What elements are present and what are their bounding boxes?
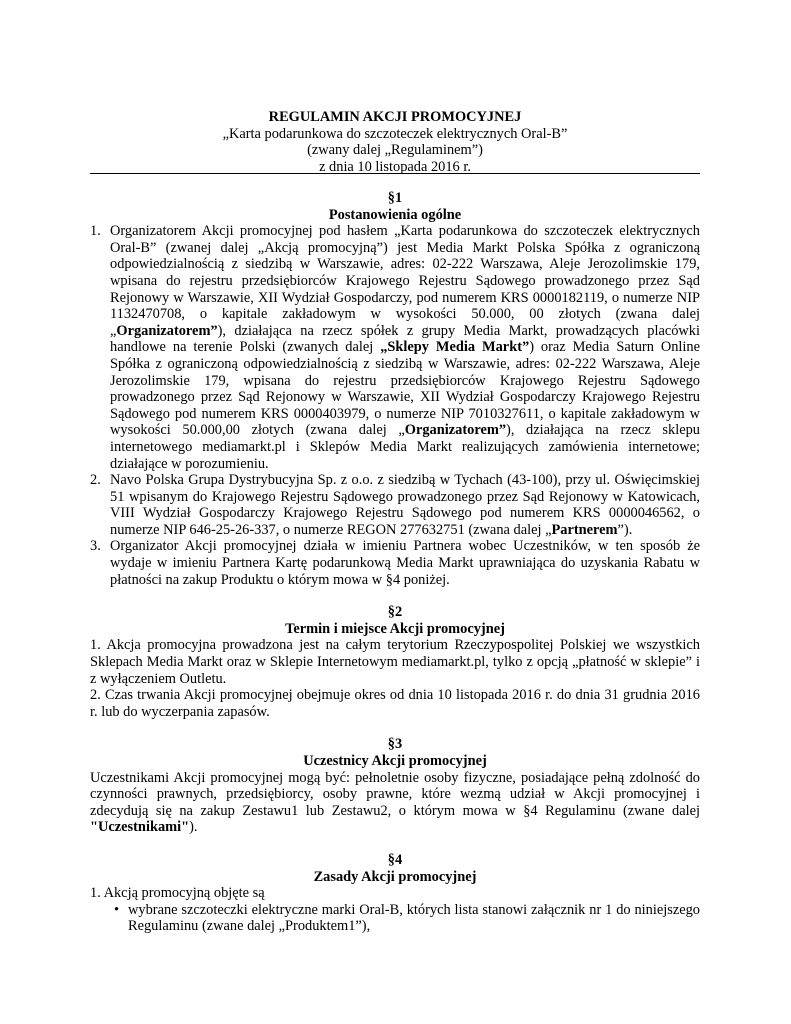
bullet-list <box>90 902 700 935</box>
section-1-list <box>90 223 700 588</box>
list-item-number: 2. <box>90 472 101 489</box>
list-item-text: ), działająca na rzecz spółek z grupy Media Markt, prowadzących placówki handlowe na terenie Polski (zwanych dalej <box>110 322 700 356</box>
paragraph-text: Uczestnikami Akcji promocyjnej mogą być: pełnoletnie osoby fizyczne, posiadające pełną zdolność do czynności prawnych, przedsiębiorcy, osoby prawne, które wezmą udział w Akcji promocyjnej i zdecydują się na zakup Zestawu1 lub Zestawu2, o którym mowa w §4 Regulaminu (zwane dalej <box>90 769 700 819</box>
list-item-text: ”). <box>617 521 633 538</box>
header-divider <box>90 173 700 174</box>
organizer-term: Organizatorem” <box>404 422 507 439</box>
list-item <box>90 223 700 472</box>
document-date: z dnia 10 listopada 2016 r. <box>319 158 471 175</box>
document-alias: (zwany dalej „Regulaminem”) <box>307 142 483 159</box>
organizer-term: Organizatorem” <box>116 322 218 339</box>
document-header <box>90 109 700 175</box>
document-body <box>90 190 700 935</box>
section-2-title: Termin i miejsce Akcji promocyjnej <box>285 620 505 637</box>
paragraph: 1. Akcją promocyjną objęte są <box>90 885 265 902</box>
list-item <box>90 902 700 935</box>
list-item-number: 3. <box>90 538 101 555</box>
list-item-number: 1. <box>90 223 101 240</box>
bullet-icon: • <box>114 901 120 918</box>
section-4-number: §4 <box>387 851 403 868</box>
paragraph-text: ). <box>189 819 198 836</box>
partner-term: Partnerem <box>551 521 618 538</box>
list-item-text: Organizator Akcji promocyjnej działa w imieniu Partnera wobec Uczestników, w ten sposób że wydaje w imieniu Partnera Kartę podarunkową Media Markt uprawniająca do uzyskania Rabatu w płatności na zakup Produktu o którym mowa w §4 poniżej. <box>110 538 700 588</box>
list-item <box>90 472 700 538</box>
stores-term: „Sklepy Media Markt” <box>380 339 530 356</box>
section-1-number: §1 <box>387 190 403 206</box>
list-item-text: Navo Polska Grupa Dystrybucyjna Sp. z o.o. z siedzibą w Tychach (43-100), przy ul. Oświęcimskiej 51 wpisanym do Krajowego Rejestru Sądowego prowadzonego przez Sąd Rejonowy w Katowicach, VIII Wydział Gospodarczy Krajowego Rejestru Sądowego pod numerem KRS 0000046562, o numerze NIP 646-25-26-337, o numerze REGON 277632751 (zwana dalej „ <box>110 472 700 538</box>
list-item-text: ) oraz Media Saturn Online Spółka z ograniczoną odpowiedzialnością z siedzibą w Warszawie, adres: 02-222 Warszawa, Aleje Jerozolimskie 179, wpisana do rejestru przedsiębiorców Krajowego Rejestru Sądowego prowadzonego przez Sąd Rejonowy w Warszawie, XII Wydział Gospodarczy Krajowego Rejestru Sądowego pod numerem KRS 0000403979, o numerze NIP 7010327611, o kapitale zakładowym w wysokości 50.000,00 złotych (zwana dalej „ <box>110 339 700 439</box>
document-title: REGULAMIN AKCJI PROMOCYJNEJ <box>268 109 522 125</box>
paragraph <box>90 770 700 836</box>
list-item <box>90 538 700 588</box>
paragraph: 2. Czas trwania Akcji promocyjnej obejmuje okres od dnia 10 listopada 2016 r. do dnia 31 grudnia 2016 r. lub do wyczerpania zapasów. <box>90 687 700 720</box>
section-1-title: Postanowienia ogólne <box>328 206 462 223</box>
document-subtitle: „Karta podarunkowa do szczoteczek elektrycznych Oral-B” <box>222 125 568 142</box>
section-3-number: §3 <box>387 736 403 753</box>
list-item-text: Organizatorem Akcji promocyjnej pod hasłem „Karta podarunkowa do szczoteczek elektrycznych Oral-B” (zwanej dalej „Akcją promocyjną”) jest Media Markt Polska Spółka z ograniczoną odpowiedzialnością z siedzibą w Warszawie, adres: 02-222 Warszawa, Aleje Jerozolimskie 179, wpisana do rejestru przedsiębiorców Krajowego Rejestru Sądowego prowadzonego przez Sąd Rejonowy w Warszawie, XII Wydział Gospodarczy, pod numerem KRS 0000182119, o numerze NIP 1132470708, o kapitale zakładowym w wysokości 50.000, 00 złotych (zwana dalej „ <box>110 223 700 339</box>
section-3-title: Uczestnicy Akcji promocyjnej <box>303 753 487 769</box>
section-4-title: Zasady Akcji promocyjnej <box>313 868 477 885</box>
paragraph: 1. Akcja promocyjna prowadzona jest na całym terytorium Rzeczypospolitej Polskiej we wszystkich Sklepach Media Markt oraz w Sklepie Internetowym mediamarkt.pl, tylko z opcją „płatność w sklepie” i z wyłączeniem Outletu. <box>90 637 700 687</box>
list-item-text: wybrane szczoteczki elektryczne marki Oral-B, których lista stanowi załącznik nr 1 do niniejszego Regulaminu (zwane dalej „Produktem1”), <box>128 901 700 935</box>
section-2-number: §2 <box>387 604 403 621</box>
list-item-text: ), działająca na rzecz sklepu internetowego mediamarkt.pl i Sklepów Media Markt realizujących zamówienia internetowe; działające w porozumieniu. <box>110 422 700 472</box>
participants-term: "Uczestnikami" <box>90 819 190 836</box>
